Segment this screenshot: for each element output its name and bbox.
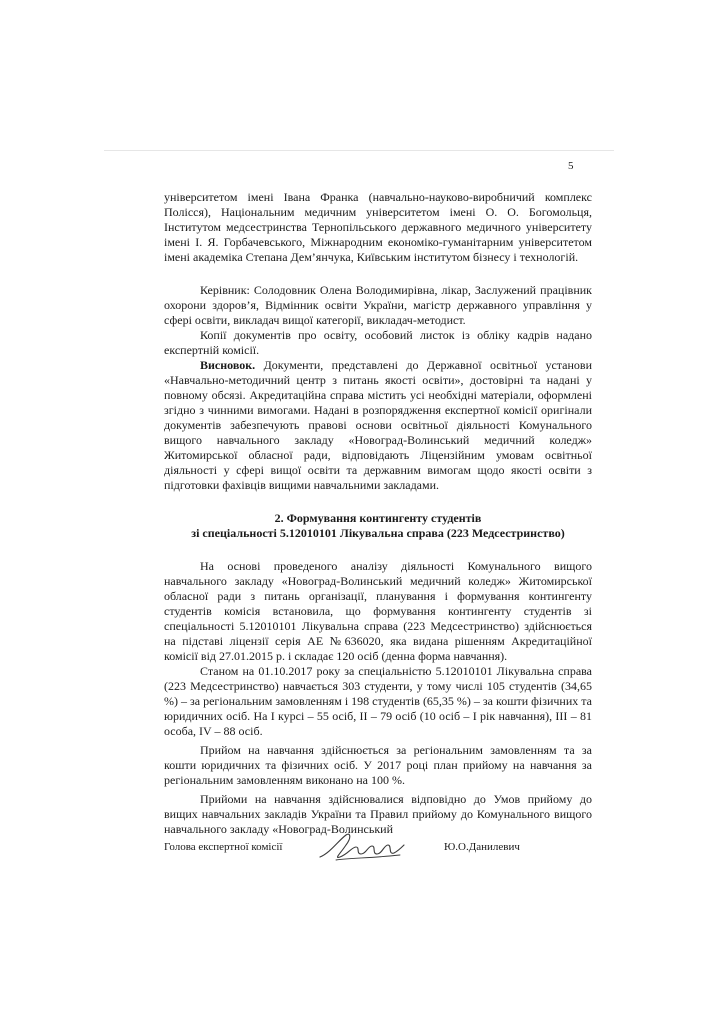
section-heading-subtitle: зі спеціальності 5.12010101 Лікувальна справа (223 Медсестринство) bbox=[191, 526, 565, 540]
paragraph-contingent-analysis: На основі проведеного аналізу діяльності Комунального вищого навчального закладу «Новоград-Волинський медичний коледж» Житомирської обласної ради з питань організації, планування і формування контингенту студентів комісія встановила, що формування контингенту студентів зі спеціальності 5.12010101 Лікувальна справа (223 Медсестринство) здійснюється на підставі ліцензії серія АЕ №636020, яка видана рішенням Акредитаційної комісії від 27.01.2015 р. і складає 120 осіб (денна форма навчання). bbox=[164, 559, 592, 663]
conclusion-label: Висновок. bbox=[200, 358, 256, 372]
page-top-rule bbox=[104, 150, 614, 151]
signature-block bbox=[164, 835, 592, 875]
page-number: 5 bbox=[568, 160, 574, 172]
paragraph-conclusion bbox=[164, 358, 592, 493]
signer-title: Голова експертної комісії bbox=[164, 841, 283, 853]
section-heading bbox=[164, 511, 592, 541]
handwritten-signature bbox=[316, 827, 406, 865]
paragraph-admission-plan: Прийом на навчання здійснюється за регіональним замовленням та за кошти юридичних та фізичних осіб. У 2017 році план прийому на навчання за регіональним замовленням виконано на 100 %. bbox=[164, 743, 592, 787]
document-body bbox=[164, 190, 592, 837]
section-heading-title: 2. Формування контингенту студентів bbox=[274, 511, 482, 525]
paragraph-admission-rules: Прийоми на навчання здійснювалися відповідно до Умов прийому до вищих навчальних закладів України та Правил прийому до Комунального вищого навчального закладу «Новоград-Волинський bbox=[164, 792, 592, 836]
paragraph-director: Керівник: Солодовник Олена Володимирівна, лікар, Заслужений працівник охорони здоров’я, Відмінник освіти України, магістр державного управління у сфері освіти, викладач вищої категорії, викладач-методист. bbox=[164, 283, 592, 327]
paragraph-student-count: Станом на 01.10.2017 року за спеціальністю 5.12010101 Лікувальна справа (223 Медсестринство) навчається 303 студенти, у тому числі 105 студентів (34,65 %) – за регіональним замовленням і 198 студентів (65,35 %) – за кошти фізичних та юридичних осіб. На І курсі – 55 осіб, ІІ – 79 осіб (10 осіб – І рік навчання), ІІІ – 81 особа, IV – 88 осіб. bbox=[164, 664, 592, 738]
signer-name: Ю.О.Данилевич bbox=[444, 841, 520, 853]
paragraph-institutions: університетом імені Івана Франка (навчально-науково-виробничий комплекс Полісся), Національним медичним університетом імені О. О. Богомольця, Інститутом медсестринства Тернопільського державного медичного університету імені І. Я. Горбачевського, Міжнародним економіко-гуманітарним університетом імені академіка Степана Дем’янчука, Київським інститутом бізнесу і технологій. bbox=[164, 190, 592, 264]
paragraph-documents-copies: Копії документів про освіту, особовий листок із обліку кадрів надано експертній комісії. bbox=[164, 328, 592, 357]
conclusion-text: Документи, представлені до Державної освітньої установи «Навчально-методичний центр з питань якості освіти», достовірні та надані у повному обсязі. Акредитаційна справа містить усі необхідні матеріали, оформлені згідно з чинними вимогами. Надані в розпорядження експертної комісії оригінали документів забезпечують правові основи освітньої діяльності Комунального вищого навчального закладу «Новоград-Волинський медичний коледж» Житомирської обласної ради, відповідають Ліцензійним умовам освітньої діяльності у сфері вищої освіти та державним вимогам щодо якості освіти з підготовки фахівців вищими навчальними закладами. bbox=[164, 358, 592, 492]
